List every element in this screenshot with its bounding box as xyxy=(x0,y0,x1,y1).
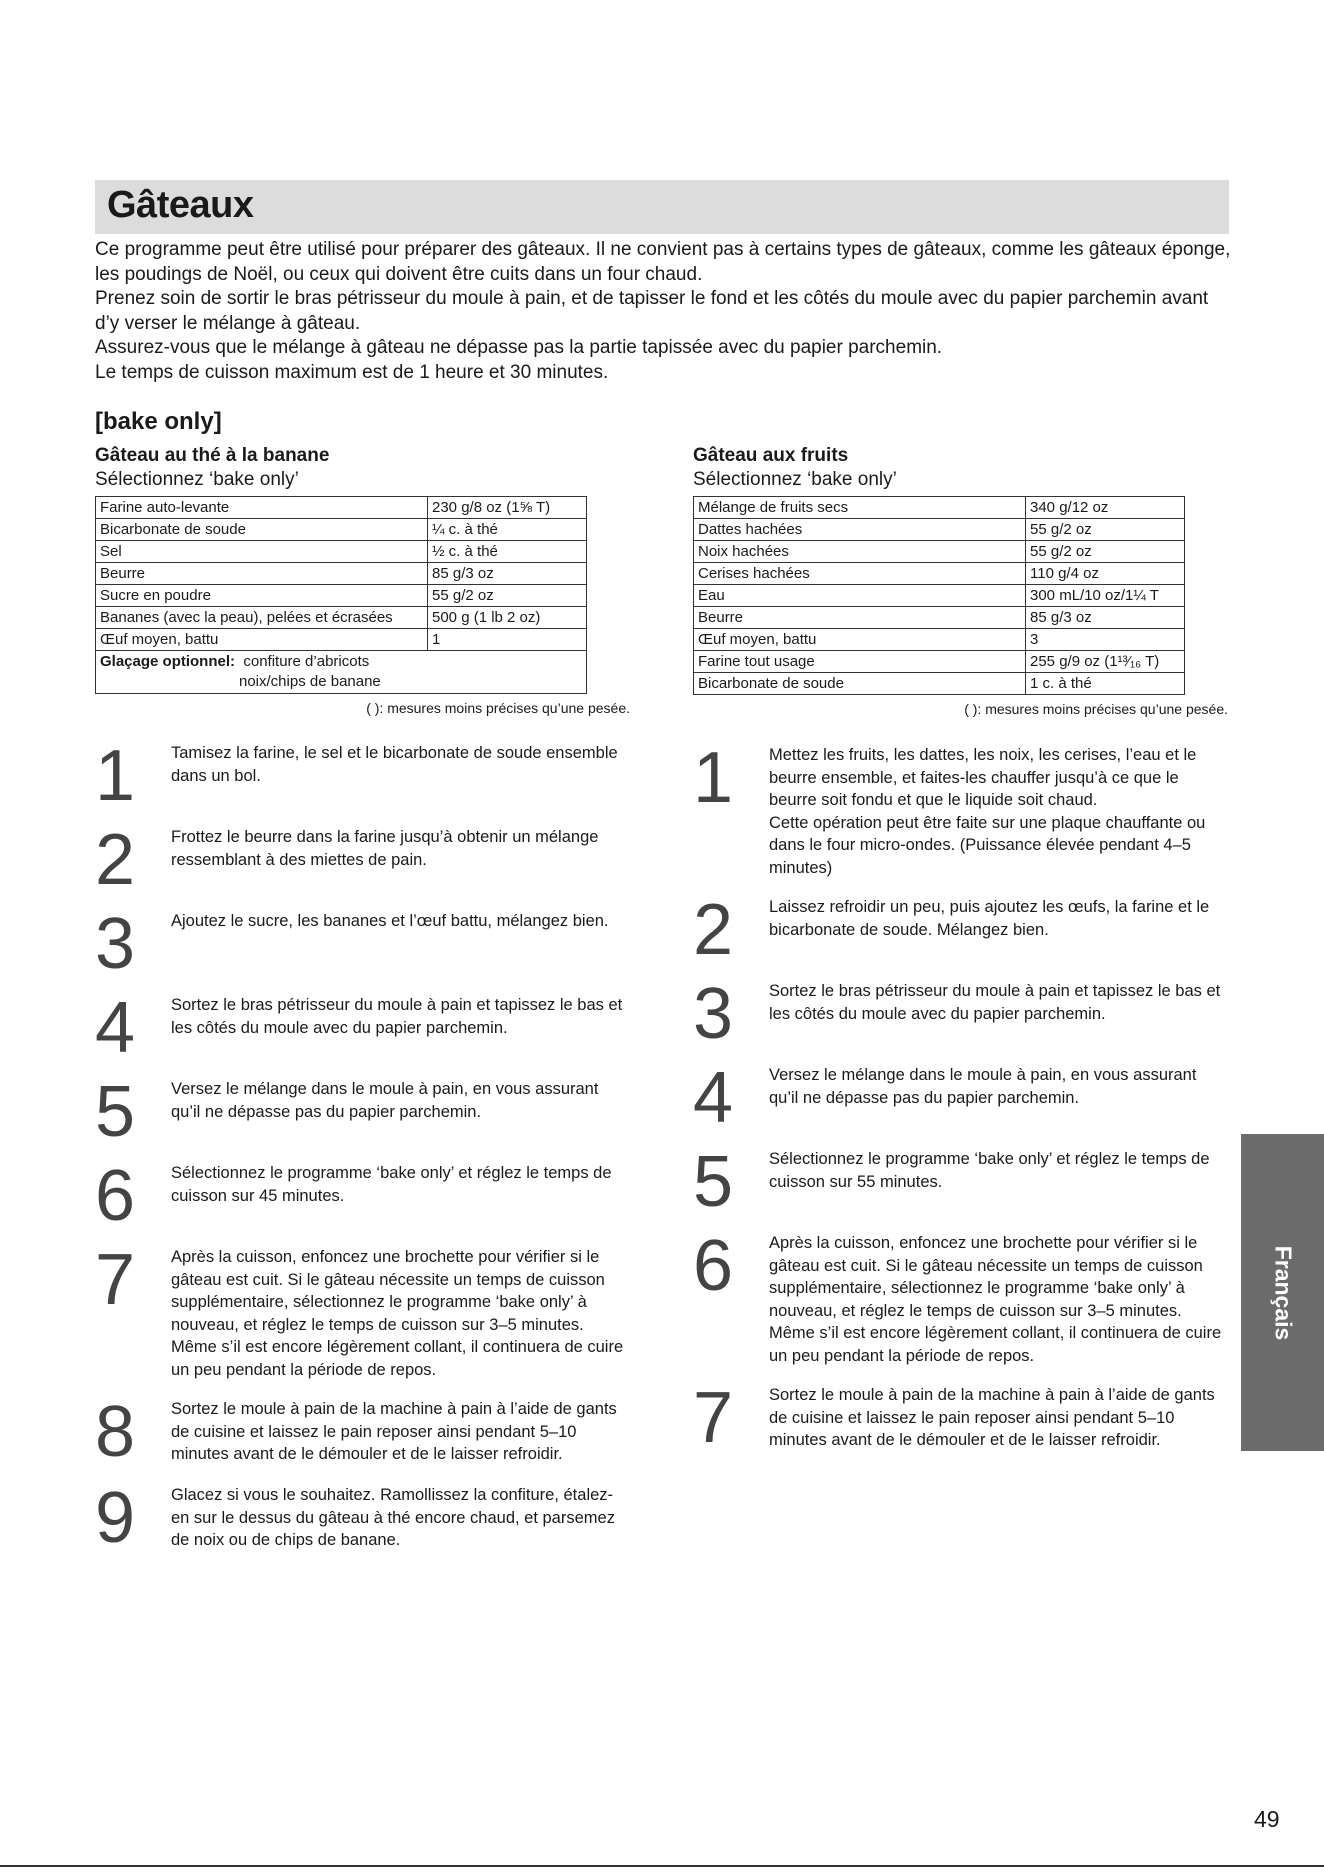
page-title: Gâteaux xyxy=(107,184,254,226)
ingredient-name: Œuf moyen, battu xyxy=(694,629,1026,651)
recipe-title: Gâteau aux fruits xyxy=(693,445,849,466)
recipe-banana-tea-cake xyxy=(95,444,635,716)
ingredient-amount: 500 g (1 lb 2 oz) xyxy=(428,607,587,629)
ingredients-table xyxy=(95,496,587,694)
step-number: 7 xyxy=(693,1378,734,1458)
step-text: Ajoutez le sucre, les bananes et l’œuf battu, mélangez bien. xyxy=(171,912,609,930)
ingredient-name: Œuf moyen, battu xyxy=(96,629,428,651)
step-text-part: Cette opération peut être faite sur une plaque chauffante ou dans le four micro-ondes. (Puissance élevée pendant 4–5 minutes) xyxy=(769,813,1206,877)
table-row xyxy=(96,629,587,651)
step-text: Sélectionnez le programme ‘bake only’ et réglez le temps de cuisson sur 45 minutes. xyxy=(171,1164,612,1205)
recipe-fruit-cake xyxy=(693,444,1233,717)
intro-paragraph: Assurez-vous que le mélange à gâteau ne dépasse pas la partie tapissée avec du papier parchemin. xyxy=(95,337,943,358)
step-number: 7 xyxy=(95,1240,136,1320)
table-row xyxy=(694,541,1185,563)
ingredient-name: Mélange de fruits secs xyxy=(694,497,1026,519)
table-row xyxy=(694,607,1185,629)
step-text: Après la cuisson, enfoncez une brochette pour vérifier si le gâteau est cuit. Si le gâteau nécessite un temps de cuisson supplémentaire, sélectionnez le programme ‘bake only’ à nouveau, et réglez le temps de cuisson sur 3–5 minutes. Même s’il est encore légèrement collant, il continuera de cuire un peu pendant la période de repos. xyxy=(171,1248,624,1379)
step-number: 3 xyxy=(95,904,136,984)
ingredient-name: Dattes hachées xyxy=(694,519,1026,541)
step-text: Sortez le bras pétrisseur du moule à pain et tapissez le bas et les côtés du moule avec du papier parchemin. xyxy=(769,982,1221,1023)
ingredient-name: Beurre xyxy=(96,563,428,585)
intro-text xyxy=(95,238,1235,385)
ingredient-amount: 340 g/12 oz xyxy=(1026,497,1185,519)
step-text-part: Mettez les fruits, les dattes, les noix, les cerises, l’eau et le beurre ensemble, et faites-les chauffer jusqu’à ce que le beurre soit fondu et que le liquide soit chaud. xyxy=(769,746,1197,809)
table-row xyxy=(694,519,1185,541)
step-text: Versez le mélange dans le moule à pain, en vous assurant qu’il ne dépasse pas du papier parchemin. xyxy=(769,1066,1197,1107)
table-row xyxy=(694,563,1185,585)
ingredient-amount: 1 xyxy=(428,629,587,651)
glaze-item: noix/chips de banane xyxy=(239,673,381,690)
ingredient-name: Noix hachées xyxy=(694,541,1026,563)
ingredients-table xyxy=(693,496,1185,695)
step-text: Versez le mélange dans le moule à pain, en vous assurant qu’il ne dépasse pas du papier parchemin. xyxy=(171,1080,599,1121)
ingredient-name: Farine tout usage xyxy=(694,651,1026,673)
ingredient-name: Sucre en poudre xyxy=(96,585,428,607)
table-row xyxy=(694,673,1185,695)
step-text: Glacez si vous le souhaitez. Ramollissez la confiture, étalez-en sur le dessus du gâteau à thé encore chaud, et parsemez de noix ou de chips de banane. xyxy=(171,1486,615,1549)
measurement-note: ( ): mesures moins précises qu’une pesée. xyxy=(366,700,630,716)
table-row xyxy=(694,585,1185,607)
recipe-subtitle: Sélectionnez ‘bake only’ xyxy=(693,469,897,490)
step-number: 1 xyxy=(95,736,136,816)
ingredient-name: Farine auto-levante xyxy=(96,497,428,519)
step-text: Après la cuisson, enfoncez une brochette pour vérifier si le gâteau est cuit. Si le gâteau nécessite un temps de cuisson supplémentaire, sélectionnez le programme ‘bake only’ à nouveau, et réglez le temps de cuisson sur 3–5 minutes. Même s’il est encore légèrement collant, il continuera de cuire un peu pendant la période de repos. xyxy=(769,1234,1222,1365)
table-row xyxy=(694,651,1185,673)
step-number: 5 xyxy=(693,1142,734,1222)
ingredient-amount: 230 g/8 oz (1⅝ T) xyxy=(428,497,587,519)
measurement-note: ( ): mesures moins précises qu’une pesée. xyxy=(964,701,1228,717)
page-number: 49 xyxy=(1254,1806,1280,1832)
step-number: 2 xyxy=(693,890,734,970)
ingredient-name: Eau xyxy=(694,585,1026,607)
ingredient-amount: 110 g/4 oz xyxy=(1026,563,1185,585)
step-text: Tamisez la farine, le sel et le bicarbonate de soude ensemble dans un bol. xyxy=(171,744,618,785)
language-tab-label: Français xyxy=(1270,1245,1296,1340)
step-text: Sélectionnez le programme ‘bake only’ et réglez le temps de cuisson sur 55 minutes. xyxy=(769,1150,1210,1191)
language-tab xyxy=(1241,1134,1324,1451)
bottom-rule xyxy=(0,1865,1324,1867)
step-number: 2 xyxy=(95,820,136,900)
table-row xyxy=(96,541,587,563)
section-heading: [bake only] xyxy=(95,408,222,435)
ingredient-amount: ½ c. à thé xyxy=(428,541,587,563)
ingredient-amount: 300 mL/10 oz/1¼ T xyxy=(1026,585,1185,607)
step-number: 4 xyxy=(693,1058,734,1138)
ingredient-amount: ¼ c. à thé xyxy=(428,519,587,541)
table-row xyxy=(96,607,587,629)
step-text: Sortez le moule à pain de la machine à pain à l’aide de gants de cuisine et laissez le pain reposer ainsi pendant 5–10 minutes avant de le démouler et de le laisser refroidir. xyxy=(769,1386,1215,1449)
step-number: 5 xyxy=(95,1072,136,1152)
step-text: Sortez le bras pétrisseur du moule à pain et tapissez le bas et les côtés du moule avec du papier parchemin. xyxy=(171,996,623,1037)
step-number: 1 xyxy=(693,738,734,818)
step-text: Sortez le moule à pain de la machine à pain à l’aide de gants de cuisine et laissez le pain reposer ainsi pendant 5–10 minutes avant de le démouler et de le laisser refroidir. xyxy=(171,1400,617,1463)
step-number: 4 xyxy=(95,988,136,1068)
step-text: Frottez le beurre dans la farine jusqu’à obtenir un mélange ressemblant à des miettes de pain. xyxy=(171,828,599,869)
ingredient-amount: 1 c. à thé xyxy=(1026,673,1185,695)
step-text xyxy=(769,744,1224,879)
page-title-bar xyxy=(95,180,1229,234)
table-row xyxy=(694,497,1185,519)
step-number: 6 xyxy=(693,1226,734,1306)
table-row xyxy=(96,519,587,541)
step-number: 3 xyxy=(693,974,734,1054)
step-number: 8 xyxy=(95,1392,136,1472)
step-text: Laissez refroidir un peu, puis ajoutez les œufs, la farine et le bicarbonate de soude. Mélangez bien. xyxy=(769,898,1210,939)
recipe-title: Gâteau au thé à la banane xyxy=(95,445,330,466)
intro-paragraph: Ce programme peut être utilisé pour préparer des gâteaux. Il ne convient pas à certains types de gâteaux, comme les gâteaux éponge, les poudings de Noël, ou ceux qui doivent être cuits dans un four chaud. xyxy=(95,239,1231,285)
ingredient-name: Sel xyxy=(96,541,428,563)
ingredient-name: Cerises hachées xyxy=(694,563,1026,585)
step-number: 9 xyxy=(95,1478,136,1558)
ingredient-name: Bicarbonate de soude xyxy=(694,673,1026,695)
table-row xyxy=(694,629,1185,651)
ingredient-amount: 85 g/3 oz xyxy=(428,563,587,585)
intro-paragraph: Le temps de cuisson maximum est de 1 heure et 30 minutes. xyxy=(95,361,609,383)
ingredient-amount: 3 xyxy=(1026,629,1185,651)
ingredient-amount: 55 g/2 oz xyxy=(428,585,587,607)
ingredient-name: Beurre xyxy=(694,607,1026,629)
ingredient-amount: 55 g/2 oz xyxy=(1026,541,1185,563)
glaze-cell xyxy=(96,651,587,694)
ingredient-amount: 55 g/2 oz xyxy=(1026,519,1185,541)
table-row xyxy=(96,497,587,519)
table-row xyxy=(96,563,587,585)
ingredient-name: Bicarbonate de soude xyxy=(96,519,428,541)
ingredient-amount: 85 g/3 oz xyxy=(1026,607,1185,629)
ingredient-name: Bananes (avec la peau), pelées et écrasées xyxy=(96,607,428,629)
recipe-subtitle: Sélectionnez ‘bake only’ xyxy=(95,469,299,490)
table-row xyxy=(96,585,587,607)
glaze-item: confiture d’abricots xyxy=(243,653,370,670)
step-number: 6 xyxy=(95,1156,136,1236)
glaze-label: Glaçage optionnel: xyxy=(100,653,236,670)
glaze-row xyxy=(96,651,587,694)
intro-paragraph: Prenez soin de sortir le bras pétrisseur du moule à pain, et de tapisser le fond et les côtés du moule avec du papier parchemin avant d’y verser le mélange à gâteau. xyxy=(95,288,1209,334)
ingredient-amount: 255 g/9 oz (1¹³⁄₁₆ T) xyxy=(1026,651,1185,673)
